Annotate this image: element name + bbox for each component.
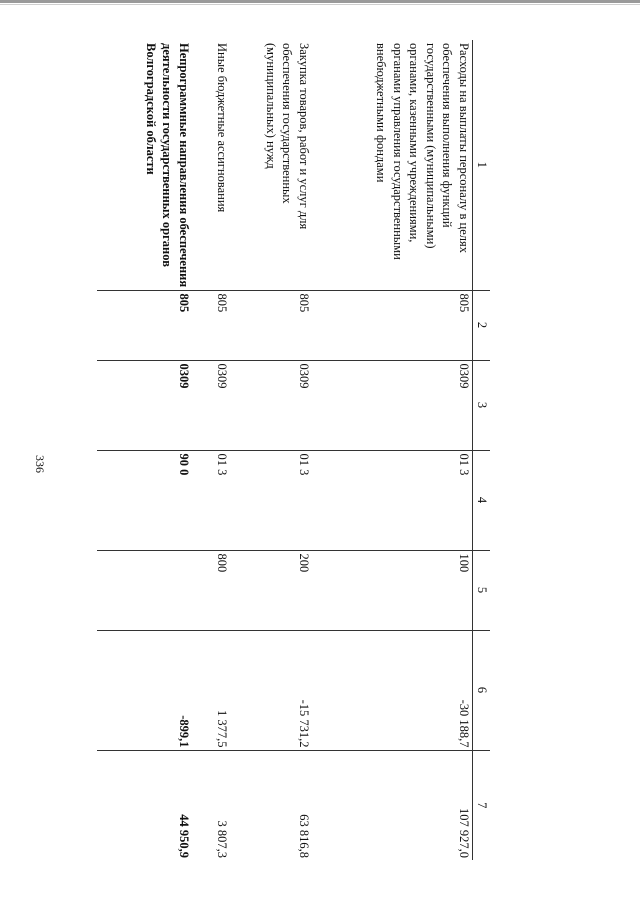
cell-value: -30 188,7 <box>312 630 473 750</box>
cell-value: 0309 <box>192 360 230 450</box>
cell-value: 0309 <box>312 360 473 450</box>
cell-value: 805 <box>97 290 192 360</box>
cell-value: 01 3 <box>230 450 312 550</box>
cell-value: 100 <box>312 550 473 630</box>
page-number: 336 <box>33 455 47 473</box>
cell-value: 805 <box>312 290 473 360</box>
cell-value: -15 731,2 <box>230 630 312 750</box>
cell-value: 01 3 <box>312 450 473 550</box>
header-cell: 2 <box>473 290 491 360</box>
cell-value: 3 807,3 <box>192 750 230 860</box>
rotated-table-container <box>80 40 490 860</box>
scan-top-edge <box>0 0 640 3</box>
row-name: Закупка товаров, работ и услуг для обеспечения государственных (муниципальных) нужд <box>264 43 311 230</box>
table-row <box>312 40 473 860</box>
row-name: Иные бюджетные ассигнования <box>215 43 229 213</box>
budget-table <box>97 40 490 860</box>
cell-value: 01 3 <box>192 450 230 550</box>
cell-value: 63 816,8 <box>230 750 312 860</box>
header-cell: 4 <box>473 450 491 550</box>
cell-value: 90 0 <box>97 450 192 550</box>
scan-top-edge-shadow <box>0 4 640 5</box>
cell-value: -899,1 <box>97 630 192 750</box>
row-name: Непрограммные направления обеспечения деятельности государственных органов Волгоградской области <box>144 43 191 288</box>
cell-value: 800 <box>192 550 230 630</box>
table-header-row <box>473 40 491 860</box>
table-row <box>230 40 312 860</box>
cell-value: 0309 <box>230 360 312 450</box>
cell-value: 805 <box>230 290 312 360</box>
cell-value: 805 <box>192 290 230 360</box>
cell-value: 1 377,5 <box>192 630 230 750</box>
cell-value: 0309 <box>97 360 192 450</box>
header-cell: 7 <box>473 750 491 860</box>
row-name: Расходы на выплаты персоналу в целях обеспечения выполнения функций государственными (муниципальными) органами, казенными учреждениями, органами управления государственными внебюджетными фондами <box>374 43 471 260</box>
cell-value <box>97 550 192 630</box>
table-row <box>192 40 230 860</box>
header-cell: 1 <box>473 40 491 290</box>
cell-value: 44 950,9 <box>97 750 192 860</box>
header-cell: 5 <box>473 550 491 630</box>
cell-value: 200 <box>230 550 312 630</box>
header-cell: 6 <box>473 630 491 750</box>
table-row <box>97 40 192 860</box>
header-cell: 3 <box>473 360 491 450</box>
cell-value: 107 927,0 <box>312 750 473 860</box>
